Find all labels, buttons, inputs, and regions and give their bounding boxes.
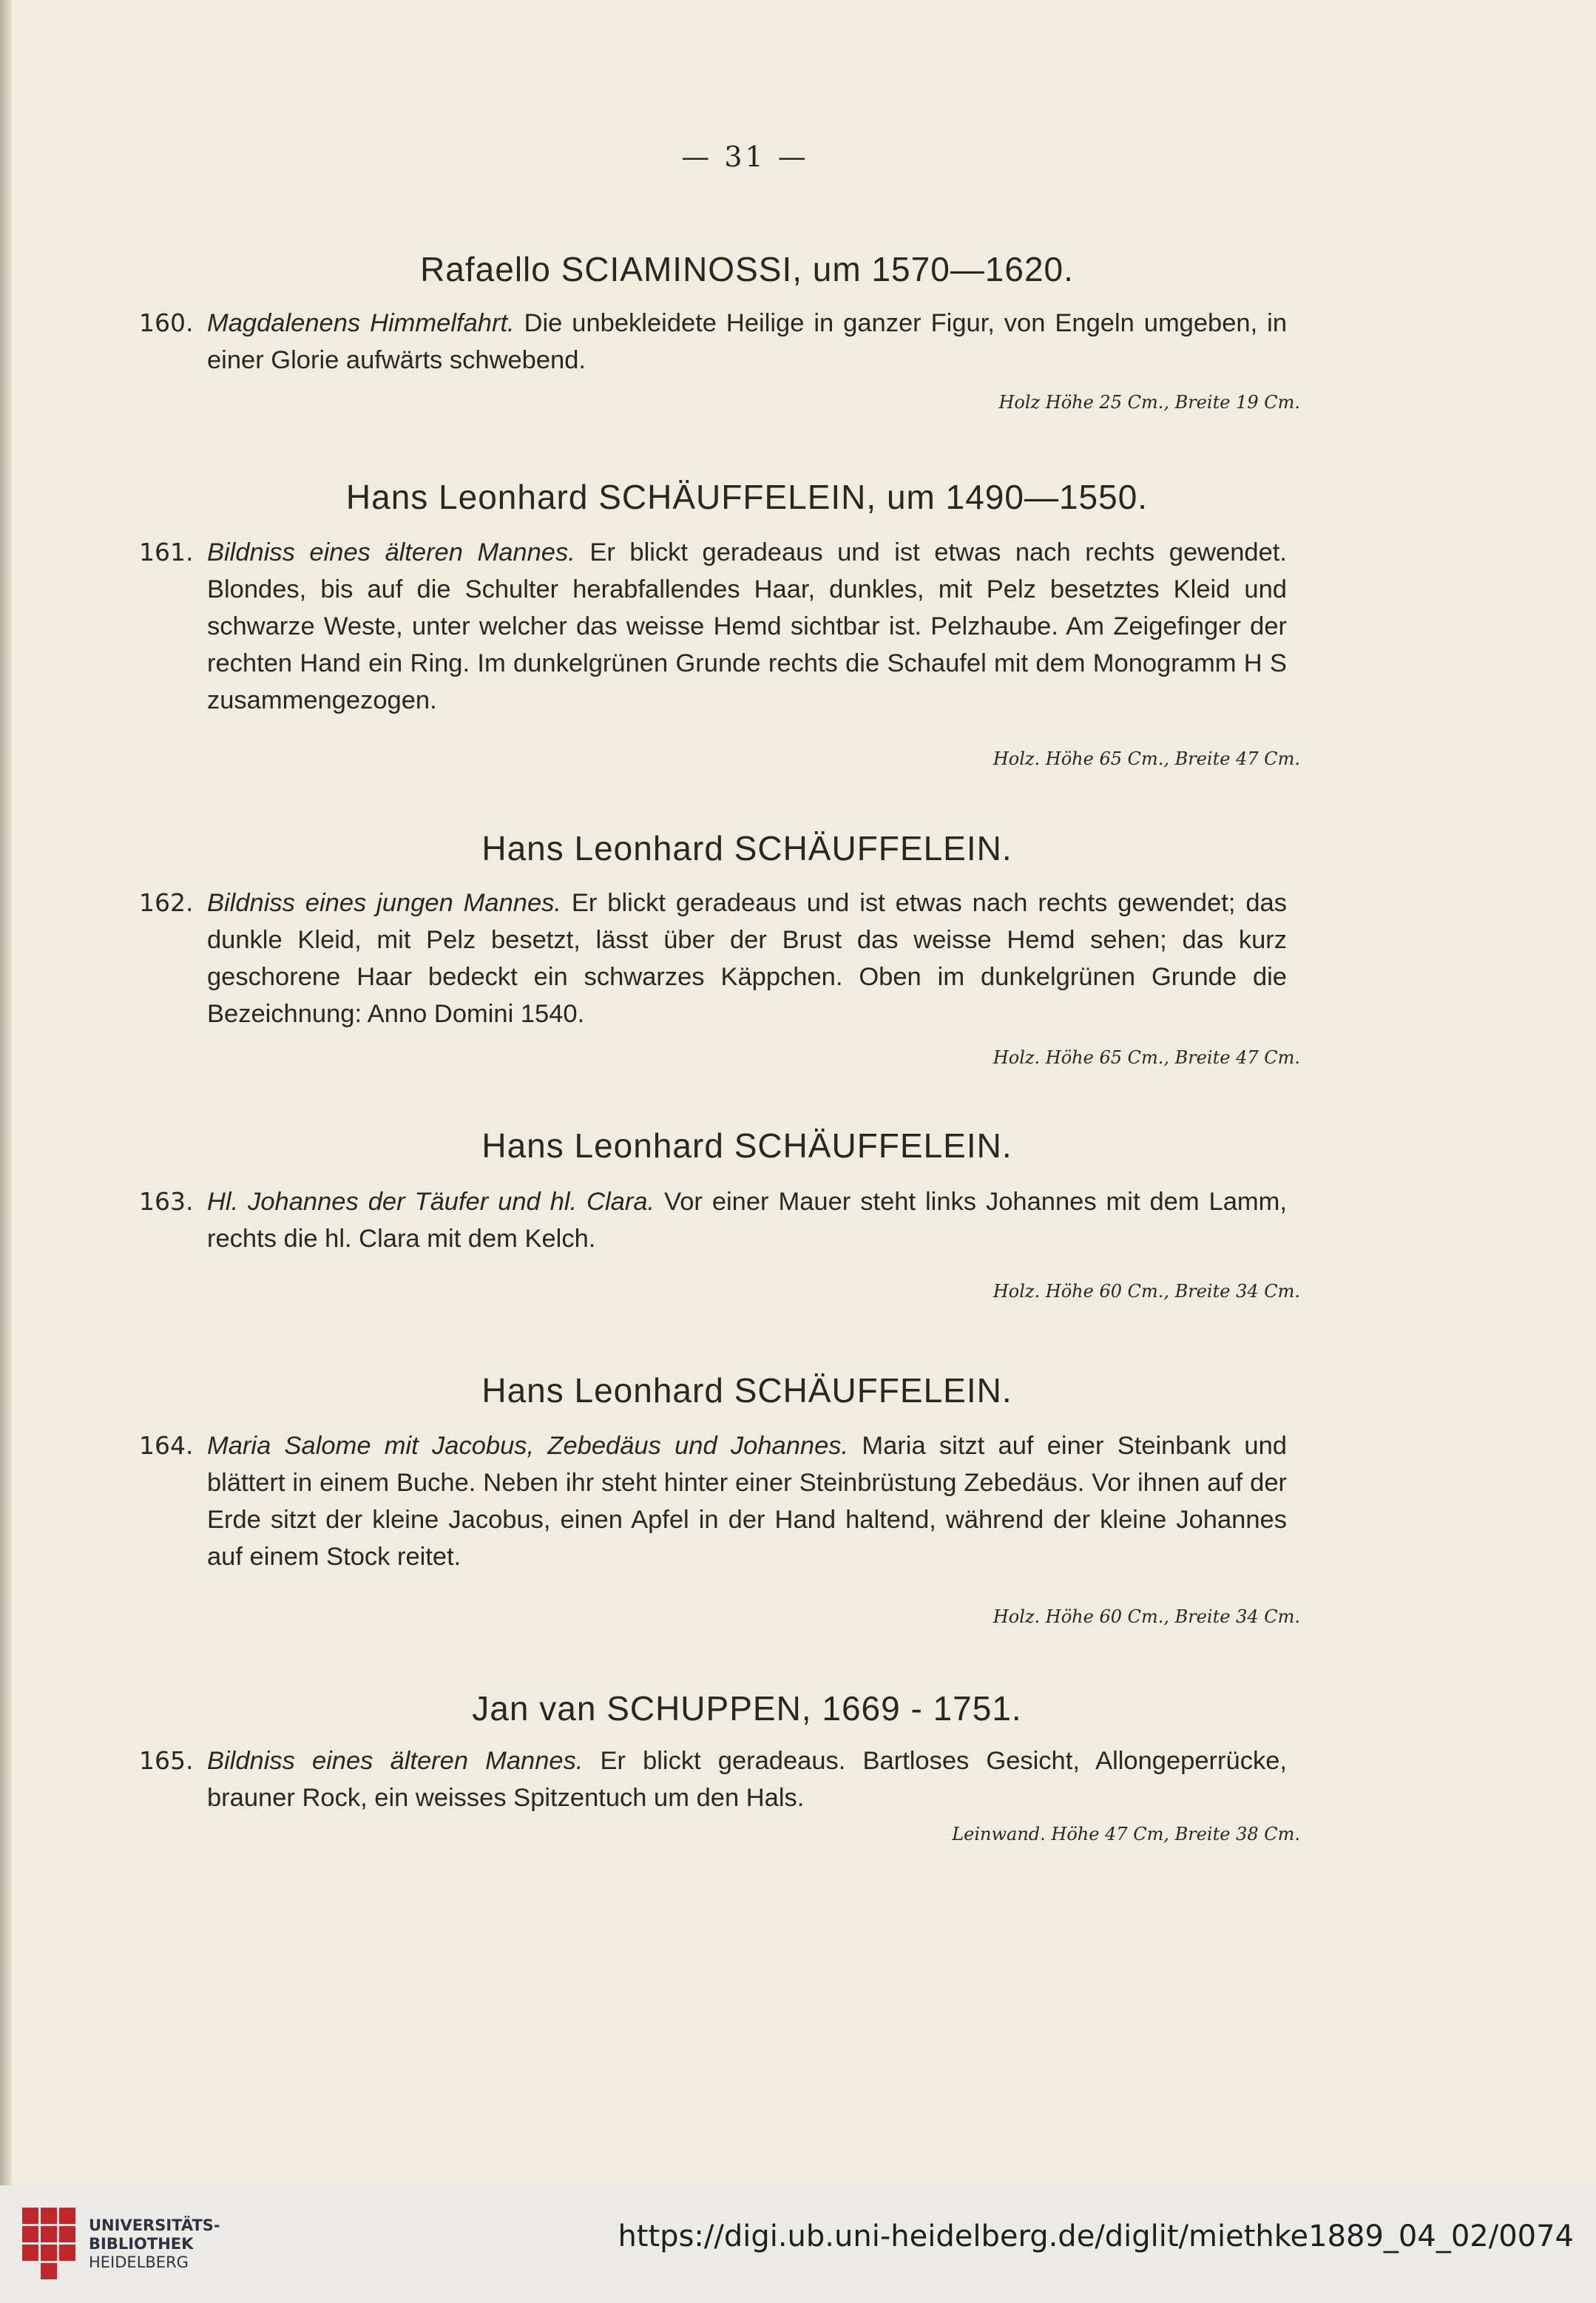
entry-measurements-165: Leinwand. Höhe 47 Cm, Breite 38 Cm. bbox=[952, 1824, 1300, 1844]
entry-measurements-161: Holz. Höhe 65 Cm., Breite 47 Cm. bbox=[993, 748, 1300, 769]
entry-title: Hl. Johannes der Täufer und hl. Clara. bbox=[207, 1188, 655, 1216]
entry-number: 160. bbox=[139, 308, 194, 337]
entry-heading-164: Hans Leonhard SCHÄUFFELEIN. bbox=[481, 1371, 1012, 1410]
entry-heading-163: Hans Leonhard SCHÄUFFELEIN. bbox=[481, 1126, 1012, 1165]
entry-heading-162: Hans Leonhard SCHÄUFFELEIN. bbox=[481, 829, 1012, 868]
entry-number: 163. bbox=[139, 1187, 194, 1216]
entry-160 bbox=[139, 305, 1288, 379]
entry-description: Maria sitzt auf einer Steinbank und blättert in einem Buche. Neben ihr steht hinter einer Steinbrüstung Zebedäus. Vor ihnen auf der Erde sitzt der kleine Jacobus, einen Apfel in der Hand haltend, während der kleine Johannes auf einem Stock reitet. bbox=[207, 1432, 1287, 1571]
page-number: — 31 — bbox=[681, 141, 809, 173]
entry-number: 164. bbox=[139, 1431, 194, 1460]
entry-164 bbox=[139, 1427, 1287, 1575]
library-logo-text bbox=[89, 2216, 220, 2272]
entry-number: 165. bbox=[139, 1746, 194, 1775]
library-logo[interactable] bbox=[22, 2208, 220, 2280]
entry-number: 162. bbox=[139, 888, 194, 917]
entry-title: Bildniss eines jungen Mannes. bbox=[207, 889, 561, 917]
entry-description: Er blickt geradeaus und ist etwas nach rechts gewendet; das dunkle Kleid, mit Pelz besetzt, lässt über der Brust das weisse Hemd sehen; das kurz geschorene Haar bedeckt ein schwarzes Käppchen. Oben im dunkelgrünen Grunde die Bezeichnung: Anno Domini 1540. bbox=[207, 889, 1287, 1028]
entry-heading-165: Jan van SCHUPPEN, 1669 - 1751. bbox=[472, 1689, 1022, 1728]
entry-heading-161: Hans Leonhard SCHÄUFFELEIN, um 1490—1550. bbox=[345, 478, 1149, 516]
entry-description: Er blickt geradeaus. Bartloses Gesicht, Allongeperrücke, brauner Rock, ein weisses Spitzentuch um den Hals. bbox=[207, 1747, 1287, 1812]
logo-line-2: BIBLIOTHEK bbox=[89, 2234, 194, 2253]
entry-165 bbox=[139, 1742, 1287, 1816]
entry-title: Bildniss eines älteren Mannes. bbox=[207, 1747, 584, 1775]
entry-measurements-162: Holz. Höhe 65 Cm., Breite 47 Cm. bbox=[993, 1047, 1300, 1068]
viewer-footer bbox=[0, 2185, 1596, 2303]
entry-description: Vor einer Mauer steht links Johannes mit dem Lamm, rechts die hl. Clara mit dem Kelch. bbox=[207, 1188, 1287, 1253]
entry-161 bbox=[139, 534, 1287, 719]
entry-title: Bildniss eines älteren Mannes. bbox=[207, 538, 575, 567]
library-logo-icon bbox=[22, 2208, 75, 2280]
entry-measurements-163: Holz. Höhe 60 Cm., Breite 34 Cm. bbox=[993, 1281, 1300, 1302]
entry-heading-160: Rafaello SCIAMINOSSI, um 1570—1620. bbox=[420, 250, 1074, 288]
entry-162 bbox=[139, 885, 1287, 1032]
entry-163 bbox=[139, 1183, 1287, 1257]
entry-measurements-164: Holz. Höhe 60 Cm., Breite 34 Cm. bbox=[993, 1606, 1300, 1627]
logo-line-3: HEIDELBERG bbox=[89, 2253, 189, 2271]
entry-description: Er blickt geradeaus und ist etwas nach rechts gewendet. Blondes, bis auf die Schulter herabfallendes Haar, dunkles, mit Pelz besetztes Kleid und schwarze Weste, unter welcher das weisse Hemd sichtbar ist. Pelzhaube. Am Zeigefinger der rechten Hand ein Ring. Im dunkelgrünen Grunde rechts die Schaufel mit dem Monogramm H S zusammengezogen. bbox=[207, 538, 1287, 714]
entry-title: Magdalenens Himmelfahrt. bbox=[207, 309, 515, 337]
page-spine bbox=[0, 0, 12, 2185]
logo-line-1: UNIVERSITÄTS- bbox=[89, 2216, 220, 2234]
permalink-url[interactable]: https://digi.ub.uni-heidelberg.de/diglit/miethke1889_04_02/0074 bbox=[618, 2219, 1574, 2253]
entry-description: Die unbekleidete Heilige in ganzer Figur, von Engeln umgeben, in einer Glorie aufwärts schwebend. bbox=[207, 309, 1288, 374]
entry-title: Maria Salome mit Jacobus, Zebedäus und Johannes. bbox=[207, 1432, 849, 1460]
entry-measurements-160: Holz Höhe 25 Cm., Breite 19 Cm. bbox=[998, 392, 1300, 413]
entry-number: 161. bbox=[139, 538, 194, 567]
